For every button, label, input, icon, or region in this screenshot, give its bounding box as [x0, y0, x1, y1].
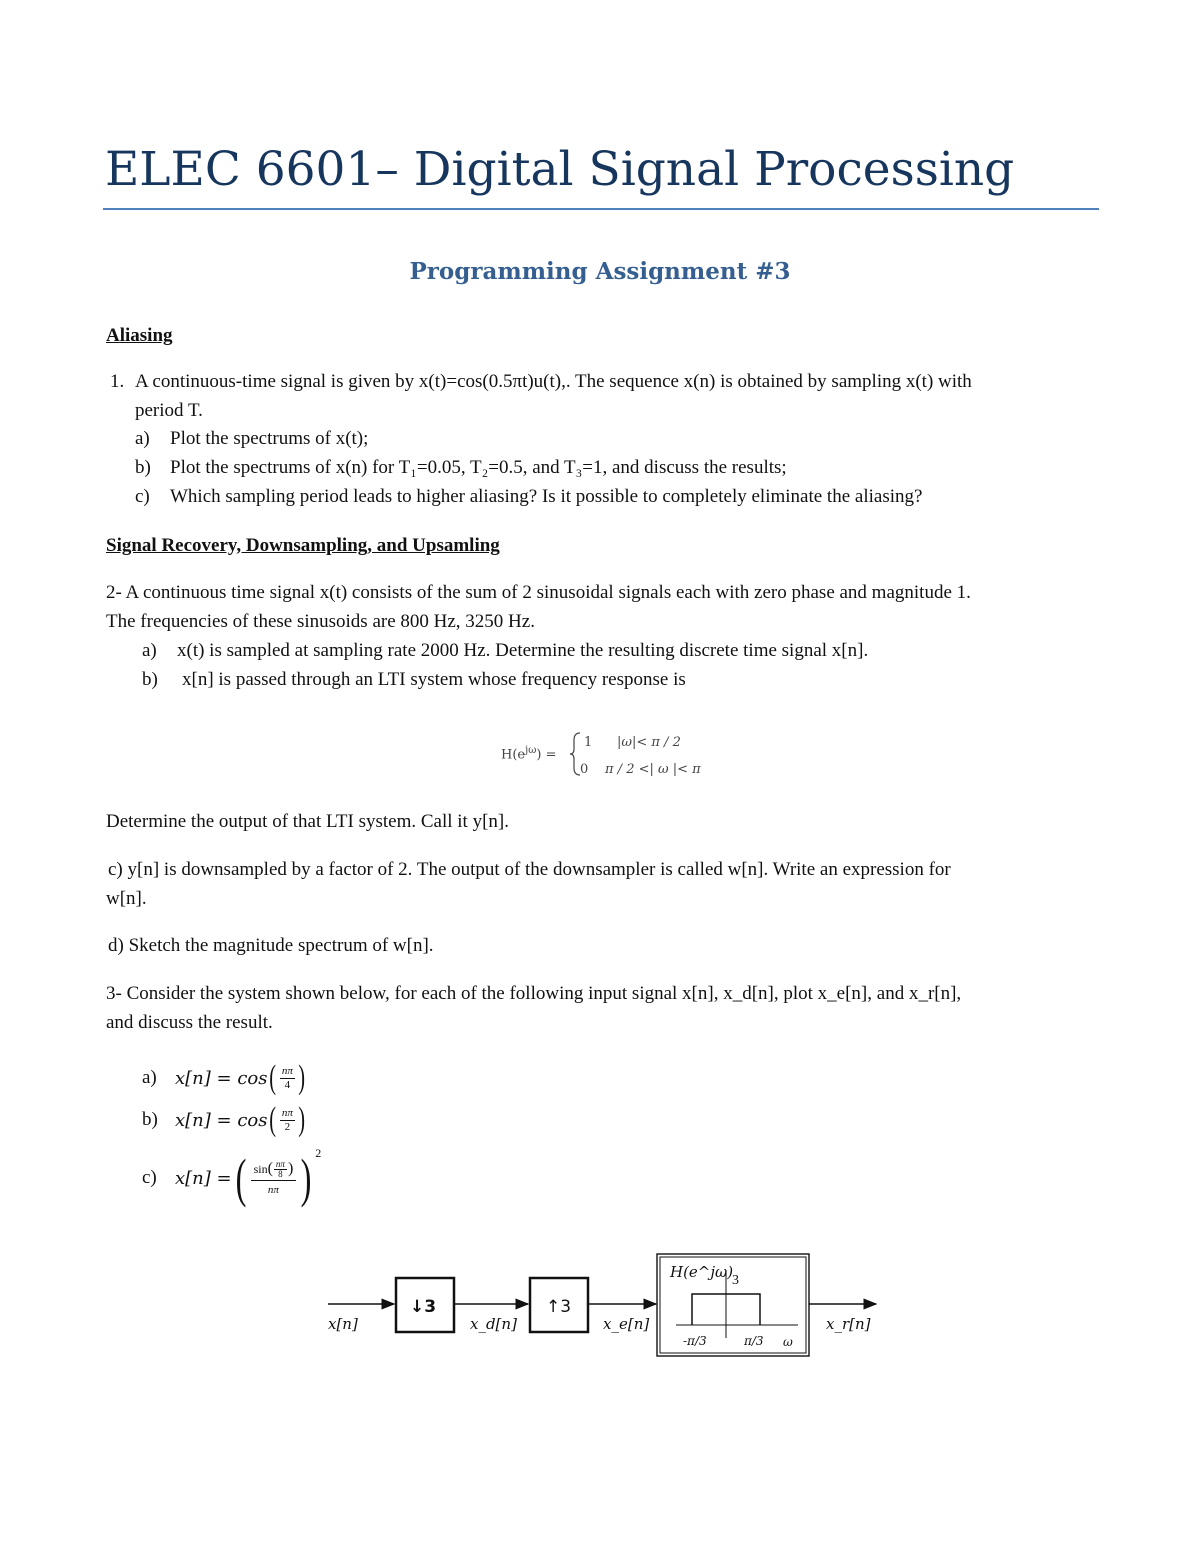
- question-1c-text: Which sampling period leads to higher aliasing? Is it possible to completely eliminate the aliasing?: [170, 486, 923, 507]
- question-2-line2: The frequencies of these sinusoids are 800 Hz, 3250 Hz.: [106, 611, 535, 632]
- question-2a-text: x(t) is sampled at sampling rate 2000 Hz. Determine the resulting discrete time signal x[n].: [177, 640, 869, 661]
- section-heading-aliasing: Aliasing: [106, 325, 173, 346]
- question-2b-label: b): [142, 669, 158, 690]
- question-1a-label: a): [135, 428, 150, 449]
- question-1-number: 1.: [110, 371, 125, 392]
- question-3-line1: 3- Consider the system shown below, for each of the following input signal x[n], x_d[n], plot x_e[n], and x_r[n],: [106, 983, 962, 1004]
- downsampler-label: ↓3: [410, 1297, 437, 1317]
- question-2b-text: x[n] is passed through an LTI system whose frequency response is: [182, 669, 686, 690]
- filter-right-cutoff: π/3: [744, 1334, 764, 1348]
- question-1a-text: Plot the spectrums of x(t);: [170, 428, 369, 449]
- filter-omega-label: ω: [783, 1335, 793, 1349]
- page-subtitle: Programming Assignment #3: [409, 258, 791, 285]
- formula-case2-condition: π / 2 <| ω |< π: [605, 762, 701, 777]
- upsampler-label: ↑3: [546, 1297, 572, 1317]
- question-3a-lhs: x[n] = cos: [175, 1067, 268, 1089]
- filter-gain: 3: [732, 1273, 739, 1288]
- formula-lhs: $H(e^{j\omega})$ =: [501, 745, 557, 763]
- question-3b: b) x[n] = cos ( $\frac{n\pi}{2}$ ): [142, 1101, 305, 1138]
- formula-case1-value: 1: [584, 735, 593, 750]
- filter-left-cutoff: -π/3: [683, 1334, 707, 1348]
- question-3a: a) x[n] = cos ( $\frac{n\pi}{4}$ ): [142, 1059, 305, 1096]
- question-1-line2: period T.: [135, 400, 203, 421]
- question-2-output: Determine the output of that LTI system. Call it y[n].: [106, 811, 509, 832]
- formula-case1-condition: |ω|< π / 2: [617, 735, 681, 750]
- question-3b-lhs: x[n] = cos: [175, 1109, 268, 1131]
- diagram-xe-label: x_e[n]: [603, 1315, 650, 1333]
- page-title: ELEC 6601– Digital Signal Processing: [105, 142, 1015, 197]
- filter-title: H(e^jω): [670, 1263, 734, 1281]
- diagram-output-label: x_r[n]: [826, 1315, 871, 1333]
- question-1c-label: c): [135, 486, 150, 507]
- question-1b-label: b): [135, 457, 151, 478]
- diagram-xd-label: x_d[n]: [470, 1315, 517, 1333]
- diagram-input-label: x[n]: [328, 1315, 358, 1333]
- section-heading-recovery: Signal Recovery, Downsampling, and Upsamling: [106, 535, 500, 556]
- question-2d-text: d) Sketch the magnitude spectrum of w[n].: [108, 935, 434, 956]
- title-rule: [103, 208, 1099, 210]
- question-1b-text: Plot the spectrums of x(n) for T₁=0.05, T₂=0.5, and T₃=1, and discuss the results;: [170, 457, 787, 478]
- question-3c: c) x[n] = ( sin( $\frac{n\pi}{8}$ ) nπ ) $^2$: [142, 1146, 322, 1208]
- question-2c-line1: c) y[n] is downsampled by a factor of 2. The output of the downsampler is called w[n]. Write an expression for: [108, 859, 951, 880]
- question-3-line2: and discuss the result.: [106, 1012, 273, 1033]
- formula-case2-value: 0: [580, 762, 589, 777]
- question-1-line1: A continuous-time signal is given by x(t)=cos(0.5πt)u(t),. The sequence x(n) is obtained by sampling x(t) with: [135, 371, 972, 392]
- system-block-diagram: [320, 1248, 890, 1363]
- question-2c-line2: w[n].: [106, 888, 147, 909]
- question-2a-label: a): [142, 640, 157, 661]
- question-3c-lhs: x[n] =: [175, 1167, 232, 1189]
- question-2-line1: 2- A continuous time signal x(t) consists of the sum of 2 sinusoidal signals each with zero phase and magnitude 1.: [106, 582, 971, 603]
